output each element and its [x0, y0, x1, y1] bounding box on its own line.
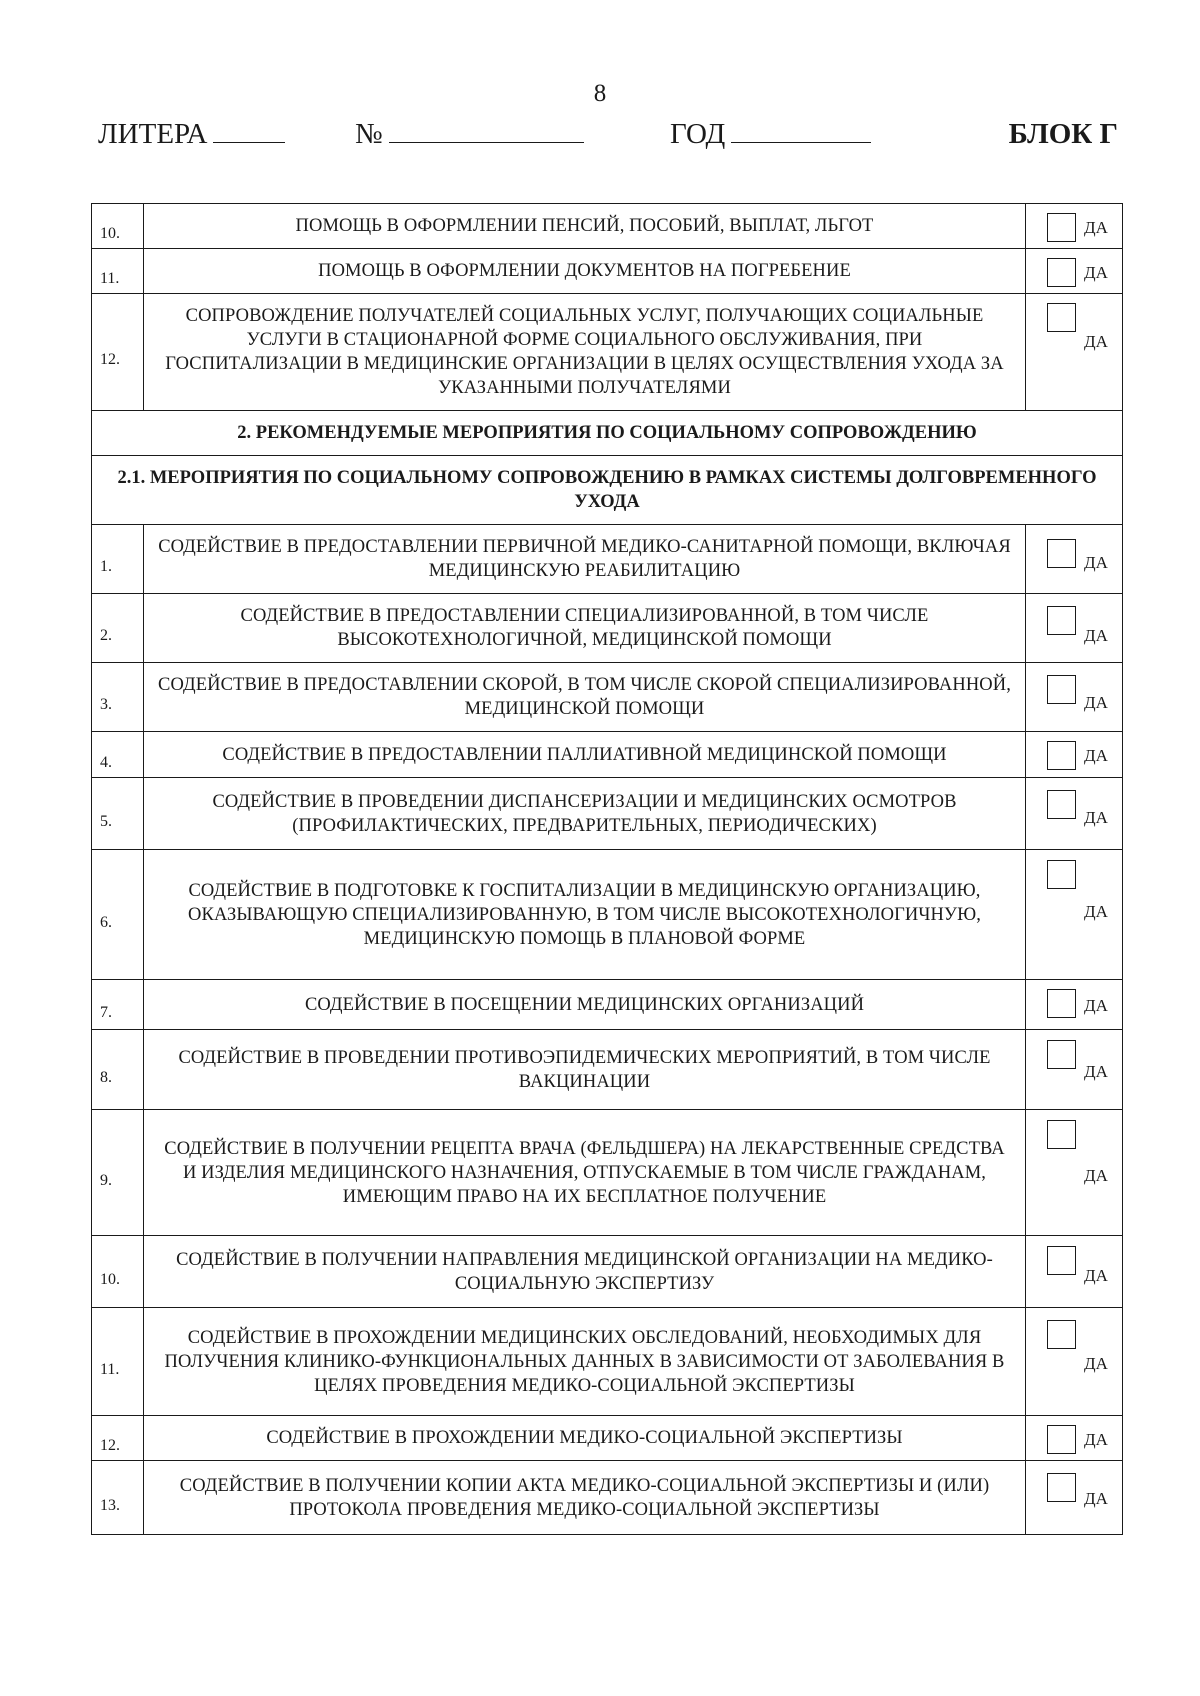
row-text: СОДЕЙСТВИЕ В ПРЕДОСТАВЛЕНИИ ПЕРВИЧНОЙ МЕДИКО-САНИТАРНОЙ ПОМОЩИ, ВКЛЮЧАЯ МЕДИЦИНСКУЮ РЕАБИЛИТАЦИЮ	[144, 525, 1026, 594]
table-row	[92, 1110, 1123, 1236]
row-number: 6.	[92, 850, 144, 980]
table-row	[92, 1030, 1123, 1110]
yes-checkbox[interactable]	[1047, 1040, 1076, 1069]
block-label: БЛОК Г	[1008, 118, 1118, 150]
page-number: 8	[593, 80, 607, 107]
answer-cell	[1026, 663, 1123, 732]
table-row	[92, 204, 1123, 249]
yes-checkbox[interactable]	[1047, 860, 1076, 889]
section-headers	[92, 411, 1123, 525]
row-text: ПОМОЩЬ В ОФОРМЛЕНИИ ПЕНСИЙ, ПОСОБИЙ, ВЫПЛАТ, ЛЬГОТ	[144, 204, 1026, 249]
row-number: 11.	[92, 249, 144, 294]
answer-cell	[1026, 1416, 1123, 1461]
table-row	[92, 778, 1123, 850]
yes-label: ДА	[1084, 1166, 1108, 1185]
row-number: 10.	[92, 1236, 144, 1308]
yes-label: ДА	[1084, 263, 1108, 282]
answer-cell	[1026, 249, 1123, 294]
yes-label: ДА	[1084, 693, 1108, 712]
yes-checkbox[interactable]	[1047, 539, 1076, 568]
row-number: 12.	[92, 1416, 144, 1461]
yes-label: ДА	[1084, 332, 1108, 351]
row-number: 4.	[92, 732, 144, 778]
yes-label: ДА	[1084, 626, 1108, 645]
section-2-1-row	[92, 456, 1123, 525]
litera-field	[98, 118, 285, 151]
row-text: СОДЕЙСТВИЕ В ПОЛУЧЕНИИ НАПРАВЛЕНИЯ МЕДИЦИНСКОЙ ОРГАНИЗАЦИИ НА МЕДИКО-СОЦИАЛЬНУЮ ЭКСПЕРТИЗУ	[144, 1236, 1026, 1308]
yes-checkbox[interactable]	[1047, 675, 1076, 704]
number-label: №	[355, 118, 383, 150]
table-row	[92, 1236, 1123, 1308]
row-number: 13.	[92, 1461, 144, 1535]
number-blank[interactable]	[389, 118, 584, 143]
row-text: СОПРОВОЖДЕНИЕ ПОЛУЧАТЕЛЕЙ СОЦИАЛЬНЫХ УСЛУГ, ПОЛУЧАЮЩИХ СОЦИАЛЬНЫЕ УСЛУГИ В СТАЦИОНАРНОЙ ФОРМЕ СОЦИАЛЬНОГО ОБСЛУЖИВАНИЯ, ПРИ ГОСПИТАЛИЗАЦИИ В МЕДИЦИНСКИЕ ОРГАНИЗАЦИИ В ЦЕЛЯХ ОСУЩЕСТВЛЕНИЯ УХОДА ЗА УКАЗАННЫМИ ПОЛУЧАТЕЛЯМИ	[144, 294, 1026, 411]
row-number: 11.	[92, 1308, 144, 1416]
answer-cell	[1026, 1461, 1123, 1535]
row-number: 7.	[92, 980, 144, 1030]
section-2-row	[92, 411, 1123, 456]
table-row	[92, 980, 1123, 1030]
table-row	[92, 1416, 1123, 1461]
yes-label: ДА	[1084, 218, 1108, 237]
section-2-title: 2. РЕКОМЕНДУЕМЫЕ МЕРОПРИЯТИЯ ПО СОЦИАЛЬНОМУ СОПРОВОЖДЕНИЮ	[92, 411, 1123, 456]
answer-cell	[1026, 850, 1123, 980]
row-number: 9.	[92, 1110, 144, 1236]
year-label: ГОД	[670, 118, 726, 150]
yes-label: ДА	[1084, 996, 1108, 1015]
litera-blank[interactable]	[213, 118, 285, 143]
row-number: 8.	[92, 1030, 144, 1110]
table-row	[92, 249, 1123, 294]
table-row	[92, 663, 1123, 732]
answer-cell	[1026, 1308, 1123, 1416]
row-text: СОДЕЙСТВИЕ В ПРЕДОСТАВЛЕНИИ СКОРОЙ, В ТОМ ЧИСЛЕ СКОРОЙ СПЕЦИАЛИЗИРОВАННОЙ, МЕДИЦИНСКОЙ ПОМОЩИ	[144, 663, 1026, 732]
yes-checkbox[interactable]	[1047, 1473, 1076, 1502]
part1-rows	[92, 204, 1123, 411]
number-field	[355, 118, 584, 151]
yes-checkbox[interactable]	[1047, 741, 1076, 770]
row-text: СОДЕЙСТВИЕ В ПОЛУЧЕНИИ КОПИИ АКТА МЕДИКО-СОЦИАЛЬНОЙ ЭКСПЕРТИЗЫ И (ИЛИ) ПРОТОКОЛА ПРОВЕДЕНИЯ МЕДИКО-СОЦИАЛЬНОЙ ЭКСПЕРТИЗЫ	[144, 1461, 1026, 1535]
yes-label: ДА	[1084, 1430, 1108, 1449]
yes-checkbox[interactable]	[1047, 258, 1076, 287]
year-field	[670, 118, 871, 151]
answer-cell	[1026, 778, 1123, 850]
row-text: ПОМОЩЬ В ОФОРМЛЕНИИ ДОКУМЕНТОВ НА ПОГРЕБЕНИЕ	[144, 249, 1026, 294]
year-blank[interactable]	[731, 118, 871, 143]
answer-cell	[1026, 294, 1123, 411]
yes-checkbox[interactable]	[1047, 213, 1076, 242]
yes-checkbox[interactable]	[1047, 790, 1076, 819]
yes-checkbox[interactable]	[1047, 1246, 1076, 1275]
yes-label: ДА	[1084, 1354, 1108, 1373]
row-text: СОДЕЙСТВИЕ В ПОДГОТОВКЕ К ГОСПИТАЛИЗАЦИИ В МЕДИЦИНСКУЮ ОРГАНИЗАЦИЮ, ОКАЗЫВАЮЩУЮ СПЕЦИАЛИЗИРОВАННУЮ, В ТОМ ЧИСЛЕ ВЫСОКОТЕХНОЛОГИЧНУЮ, МЕДИЦИНСКУЮ ПОМОЩЬ В ПЛАНОВОЙ ФОРМЕ	[144, 850, 1026, 980]
yes-label: ДА	[1084, 1062, 1108, 1081]
part2-rows	[92, 525, 1123, 1535]
table-row	[92, 525, 1123, 594]
table-row	[92, 732, 1123, 778]
yes-checkbox[interactable]	[1047, 1320, 1076, 1349]
measures-table	[91, 203, 1123, 1535]
row-number: 3.	[92, 663, 144, 732]
answer-cell	[1026, 525, 1123, 594]
answer-cell	[1026, 1236, 1123, 1308]
table-row	[92, 1461, 1123, 1535]
row-text: СОДЕЙСТВИЕ В ПРОВЕДЕНИИ ПРОТИВОЭПИДЕМИЧЕСКИХ МЕРОПРИЯТИЙ, В ТОМ ЧИСЛЕ ВАКЦИНАЦИИ	[144, 1030, 1026, 1110]
yes-label: ДА	[1084, 746, 1108, 765]
answer-cell	[1026, 594, 1123, 663]
yes-label: ДА	[1084, 1266, 1108, 1285]
answer-cell	[1026, 1110, 1123, 1236]
yes-checkbox[interactable]	[1047, 1120, 1076, 1149]
answer-cell	[1026, 1030, 1123, 1110]
yes-checkbox[interactable]	[1047, 303, 1076, 332]
yes-label: ДА	[1084, 1489, 1108, 1508]
row-number: 1.	[92, 525, 144, 594]
row-text: СОДЕЙСТВИЕ В ПРОХОЖДЕНИИ МЕДИКО-СОЦИАЛЬНОЙ ЭКСПЕРТИЗЫ	[144, 1416, 1026, 1461]
yes-checkbox[interactable]	[1047, 606, 1076, 635]
section-2-1-title: 2.1. МЕРОПРИЯТИЯ ПО СОЦИАЛЬНОМУ СОПРОВОЖДЕНИЮ В РАМКАХ СИСТЕМЫ ДОЛГОВРЕМЕННОГО УХОДА	[92, 456, 1123, 525]
row-text: СОДЕЙСТВИЕ В ПРОХОЖДЕНИИ МЕДИЦИНСКИХ ОБСЛЕДОВАНИЙ, НЕОБХОДИМЫХ ДЛЯ ПОЛУЧЕНИЯ КЛИНИКО-ФУНКЦИОНАЛЬНЫХ ДАННЫХ В ЗАВИСИМОСТИ ОТ ЗАБОЛЕВАНИЯ В ЦЕЛЯХ ПРОВЕДЕНИЯ МЕДИКО-СОЦИАЛЬНОЙ ЭКСПЕРТИЗЫ	[144, 1308, 1026, 1416]
row-number: 10.	[92, 204, 144, 249]
answer-cell	[1026, 732, 1123, 778]
yes-checkbox[interactable]	[1047, 989, 1076, 1018]
row-text: СОДЕЙСТВИЕ В ПОСЕЩЕНИИ МЕДИЦИНСКИХ ОРГАНИЗАЦИЙ	[144, 980, 1026, 1030]
yes-label: ДА	[1084, 553, 1108, 572]
table-row	[92, 594, 1123, 663]
row-number: 12.	[92, 294, 144, 411]
row-number: 2.	[92, 594, 144, 663]
answer-cell	[1026, 980, 1123, 1030]
row-text: СОДЕЙСТВИЕ В ПРЕДОСТАВЛЕНИИ СПЕЦИАЛИЗИРОВАННОЙ, В ТОМ ЧИСЛЕ ВЫСОКОТЕХНОЛОГИЧНОЙ, МЕДИЦИНСКОЙ ПОМОЩИ	[144, 594, 1026, 663]
row-number: 5.	[92, 778, 144, 850]
table-row	[92, 850, 1123, 980]
table-row	[92, 294, 1123, 411]
row-text: СОДЕЙСТВИЕ В ПРЕДОСТАВЛЕНИИ ПАЛЛИАТИВНОЙ МЕДИЦИНСКОЙ ПОМОЩИ	[144, 732, 1026, 778]
yes-checkbox[interactable]	[1047, 1425, 1076, 1454]
answer-cell	[1026, 204, 1123, 249]
row-text: СОДЕЙСТВИЕ В ПРОВЕДЕНИИ ДИСПАНСЕРИЗАЦИИ И МЕДИЦИНСКИХ ОСМОТРОВ (ПРОФИЛАКТИЧЕСКИХ, ПРЕДВАРИТЕЛЬНЫХ, ПЕРИОДИЧЕСКИХ)	[144, 778, 1026, 850]
row-text: СОДЕЙСТВИЕ В ПОЛУЧЕНИИ РЕЦЕПТА ВРАЧА (ФЕЛЬДШЕРА) НА ЛЕКАРСТВЕННЫЕ СРЕДСТВА И ИЗДЕЛИЯ МЕДИЦИНСКОГО НАЗНАЧЕНИЯ, ОТПУСКАЕМЫЕ В ТОМ ЧИСЛЕ ГРАЖДАНАМ, ИМЕЮЩИМ ПРАВО НА ИХ БЕСПЛАТНОЕ ПОЛУЧЕНИЕ	[144, 1110, 1026, 1236]
table-row	[92, 1308, 1123, 1416]
litera-label: ЛИТЕРА	[98, 118, 208, 150]
yes-label: ДА	[1084, 902, 1108, 921]
yes-label: ДА	[1084, 808, 1108, 827]
